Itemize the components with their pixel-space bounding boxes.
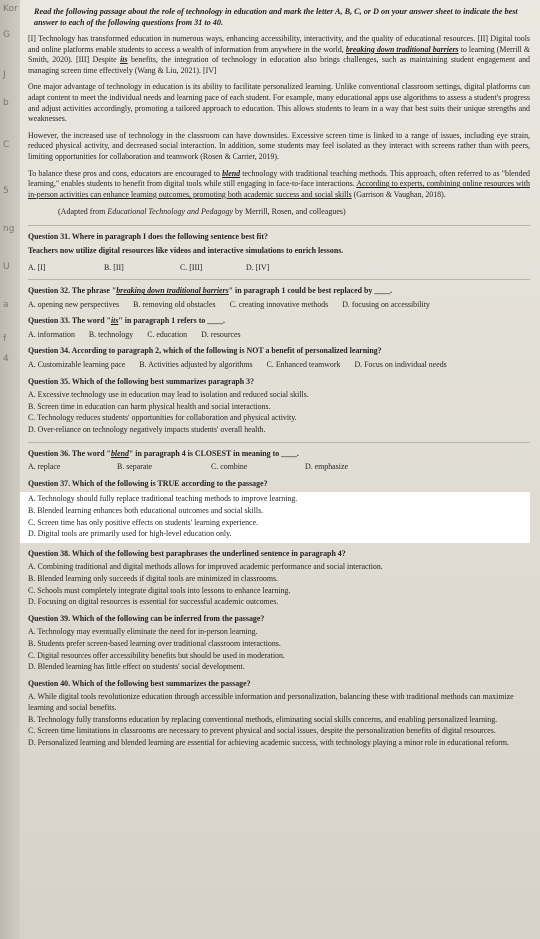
p4-blend-word: blend: [222, 168, 241, 178]
passage-paragraph-1: [28, 34, 530, 76]
question-35-options: [28, 390, 530, 435]
stem-text: " in paragraph 1 could be best replaced by ____.: [228, 286, 393, 296]
option-a[interactable]: A. Customizable learning pace: [28, 360, 126, 370]
question-33: [28, 316, 530, 340]
option-b[interactable]: B. Students prefer screen-based learning over traditional classroom interactions.: [28, 638, 281, 648]
question-36: [28, 449, 530, 473]
stem-text: Question 36. The word ": [28, 448, 111, 458]
question-38-options: [28, 562, 530, 607]
p4-text: To balance these pros and cons, educators are encouraged to: [28, 168, 223, 178]
stem-phrase: breaking down traditional barriers: [116, 286, 229, 296]
option-d[interactable]: D. Over-reliance on technology negatively impacts students' overall health.: [28, 425, 266, 435]
question-36-options: [28, 462, 530, 473]
option-d[interactable]: D. Personalized learning and blended learning are essential for achieving academic success, with technology playing a minor role in educational reform.: [28, 737, 509, 747]
option-c[interactable]: C. Schools must completely integrate digital tools into lessons to enhance learning.: [28, 585, 291, 595]
question-31-options: [28, 263, 530, 274]
stem-word: its: [110, 316, 119, 326]
margin-mark: Kor: [3, 4, 18, 14]
option-b[interactable]: B. [II]: [104, 262, 124, 272]
option-a[interactable]: A. [I]: [28, 262, 46, 272]
p4-underlined-sentence: According to experts, combining online resources with in-person activities can enhance learning outcomes, promoting both academic success and social skills: [28, 179, 530, 199]
stem-text: " in paragraph 1 refers to ____.: [118, 316, 225, 326]
option-d[interactable]: D. Focusing on digital resources is essential for successful academic outcomes.: [28, 597, 279, 607]
source-text: (Adapted from: [58, 207, 108, 217]
option-b[interactable]: B. removing old obstacles: [133, 299, 216, 309]
question-40-stem: Question 40. Which of the following best summarizes the passage?: [28, 678, 251, 688]
question-37-stem: Question 37. Which of the following is TRUE according to the passage?: [28, 478, 268, 488]
option-a[interactable]: A. information: [28, 329, 75, 339]
p1-underlined-phrase: breaking down traditional barriers: [345, 44, 459, 54]
option-c[interactable]: C. [III]: [180, 262, 203, 272]
question-38: [28, 549, 530, 608]
margin-mark: ng: [3, 224, 15, 234]
divider: [28, 225, 530, 226]
source-title: Educational Technology and Pedagogy: [107, 207, 234, 217]
question-38-stem: Question 38. Which of the following best paraphrases the underlined sentence in paragraph 4?: [28, 548, 346, 558]
question-32-stem: [28, 286, 530, 297]
p4-text: technology with traditional teaching methods. This approach, often referred to as "blended learning," enables students to benefit from digital tools while still engaging in face-to-face interactions.: [28, 168, 530, 189]
question-34-stem: Question 34. According to paragraph 2, which of the following is NOT a benefit of personalized learning?: [28, 346, 382, 356]
question-40: [28, 679, 530, 749]
passage-paragraph-3: However, the increased use of technology in the classroom can have downsides. Excessive screen time is linked to a range of issues, including eye strain, reduced physical activity, and decreased social interaction. In addition, some students may feel isolated as they interact with screens rather than with peers, limiting opportunities for collaboration and teamwork (Rosen & Carrier, 2019).: [28, 130, 530, 161]
question-33-stem: [28, 316, 530, 327]
passage-paragraph-4: [28, 169, 530, 201]
passage-paragraph-2: One major advantage of technology in education is its ability to facilitate personalized learning. Unlike conventional classroom settings, digital platforms can adapt content to meet the individual needs and learning pace of each student. For example, many educational apps use algorithms to assess a student's progress and adjust activities accordingly, promoting a tailored approach to education. This allows students to learn in a way that best suits their unique strengths and weaknesses.: [28, 82, 530, 124]
question-40-options: [28, 692, 530, 748]
option-c[interactable]: C. education: [147, 329, 188, 339]
margin-mark: f: [3, 334, 7, 344]
option-c[interactable]: C. Technology reduces students' opportunities for collaboration and physical activity.: [28, 413, 297, 423]
question-37-options: [14, 492, 530, 542]
option-d[interactable]: D. [IV]: [246, 262, 270, 272]
question-31: [28, 232, 530, 273]
option-a[interactable]: A. opening new perspectives: [28, 299, 120, 309]
p1-text: benefits, the integration of technology in education also brings challenges, such as maintaining student engagement and managing screen time effectively (Wang & Liu, 2021). [IV]: [28, 55, 530, 75]
question-35-stem: Question 35. Which of the following best summarizes paragraph 3?: [28, 376, 255, 386]
question-39-stem: Question 39. Which of the following can be inferred from the passage?: [28, 613, 265, 623]
margin-mark: G: [3, 30, 10, 40]
passage-source: [58, 207, 530, 216]
p4-text: (Garrison & Vaughan, 2018).: [351, 189, 446, 199]
option-a[interactable]: A. Technology may eventually eliminate the need for in-person learning.: [28, 627, 258, 637]
option-a[interactable]: A. Technology should fully replace traditional teaching methods to improve learning.: [28, 494, 298, 504]
question-39: [28, 614, 530, 673]
margin-mark: C: [3, 140, 10, 150]
option-d[interactable]: D. resources: [201, 329, 241, 339]
option-c[interactable]: C. Enhanced teamwork: [266, 360, 341, 370]
instructions: Read the following passage about the role of technology in education and mark the letter A, B, C, or D on your answer sheet to indicate the best answer to each of the following questions from 31 to 40.: [34, 7, 518, 27]
p1-text: to learning (Merrill & Smith, 2020). [III] Despite: [28, 44, 530, 65]
option-d[interactable]: D. emphasize: [305, 462, 348, 472]
question-31-stem: Question 31. Where in paragraph I does the following sentence best fit?: [28, 232, 268, 242]
option-b[interactable]: B. Technology fully transforms education by replacing conventional methods, eliminating social skills concerns, and enabling personalized learning.: [28, 714, 498, 724]
option-b[interactable]: B. Activities adjusted by algorithms: [139, 360, 253, 370]
stem-text: " in paragraph 4 is CLOSEST in meaning to ____.: [128, 448, 299, 458]
option-b[interactable]: B. separate: [117, 462, 153, 472]
option-a[interactable]: A. Excessive technology use in education may lead to isolation and reduced social skills.: [28, 390, 309, 400]
divider: [28, 442, 530, 443]
question-36-stem: [28, 449, 530, 460]
p1-its-word: its: [120, 55, 128, 65]
option-b[interactable]: B. Blended learning enhances both educational outcomes and social skills.: [28, 506, 264, 515]
option-d[interactable]: D. Blended learning has little effect on students' social development.: [28, 662, 245, 672]
option-d[interactable]: D. focusing on accessibility: [342, 299, 430, 309]
option-a[interactable]: A. Combining traditional and digital methods allows for improved academic performance and social interaction.: [28, 562, 383, 572]
binding-margin: [0, 0, 20, 939]
option-b[interactable]: B. Screen time in education can harm physical health and social interactions.: [28, 401, 271, 411]
margin-mark: a: [3, 300, 9, 310]
question-37: [28, 479, 530, 543]
question-34-options: [28, 360, 530, 371]
stem-word: blend: [110, 448, 129, 458]
margin-mark: 5: [3, 186, 9, 196]
option-c[interactable]: C. combine: [211, 462, 248, 472]
option-a[interactable]: A. replace: [28, 462, 61, 472]
source-text: by Merrill, Rosen, and colleagues): [233, 207, 346, 217]
question-32-options: [28, 300, 530, 311]
option-c[interactable]: C. creating innovative methods: [229, 299, 329, 309]
option-c[interactable]: C. Screen time has only positive effects on students' learning experience.: [28, 517, 259, 527]
option-b[interactable]: B. Blended learning only succeeds if digital tools are minimized in classrooms.: [28, 573, 279, 583]
option-c[interactable]: C. Digital resources offer accessibility benefits but should be used in moderation.: [28, 650, 285, 660]
option-d[interactable]: D. Focus on individual needs: [354, 360, 447, 370]
stem-text: Question 33. The word ": [28, 316, 111, 326]
question-31-sentence: Teachers now utilize digital resources like videos and interactive simulations to enrich lessons.: [28, 245, 344, 255]
question-33-options: [28, 330, 530, 341]
stem-text: Question 32. The phrase ": [28, 286, 117, 296]
option-b[interactable]: B. technology: [88, 329, 134, 339]
p1-text: [I] Technology has transformed education in numerous ways, enhancing accessibility, interactivity, and the quality of educational resources. [II] Digital tools and online platforms enable students to access a wealth of information from anywhere in the world,: [28, 34, 530, 54]
divider: [28, 279, 530, 280]
option-a[interactable]: A. While digital tools revolutionize education through accessible information and personalization, balancing these with traditional methods can maximize learning and social benefits.: [28, 692, 514, 712]
margin-mark: 4: [3, 354, 9, 364]
question-39-options: [28, 627, 530, 672]
margin-mark: U: [3, 262, 10, 272]
option-d[interactable]: D. Digital tools are primarily used for high-level education only.: [28, 529, 232, 539]
question-35: [28, 377, 530, 436]
question-32: [28, 286, 530, 310]
option-c[interactable]: C. Screen time limitations in classrooms are necessary to prevent physical and social issues, despite the personalization benefits of digital resources.: [28, 726, 496, 736]
question-34: [28, 346, 530, 370]
margin-mark: J: [3, 70, 6, 80]
margin-mark: b: [3, 98, 9, 108]
